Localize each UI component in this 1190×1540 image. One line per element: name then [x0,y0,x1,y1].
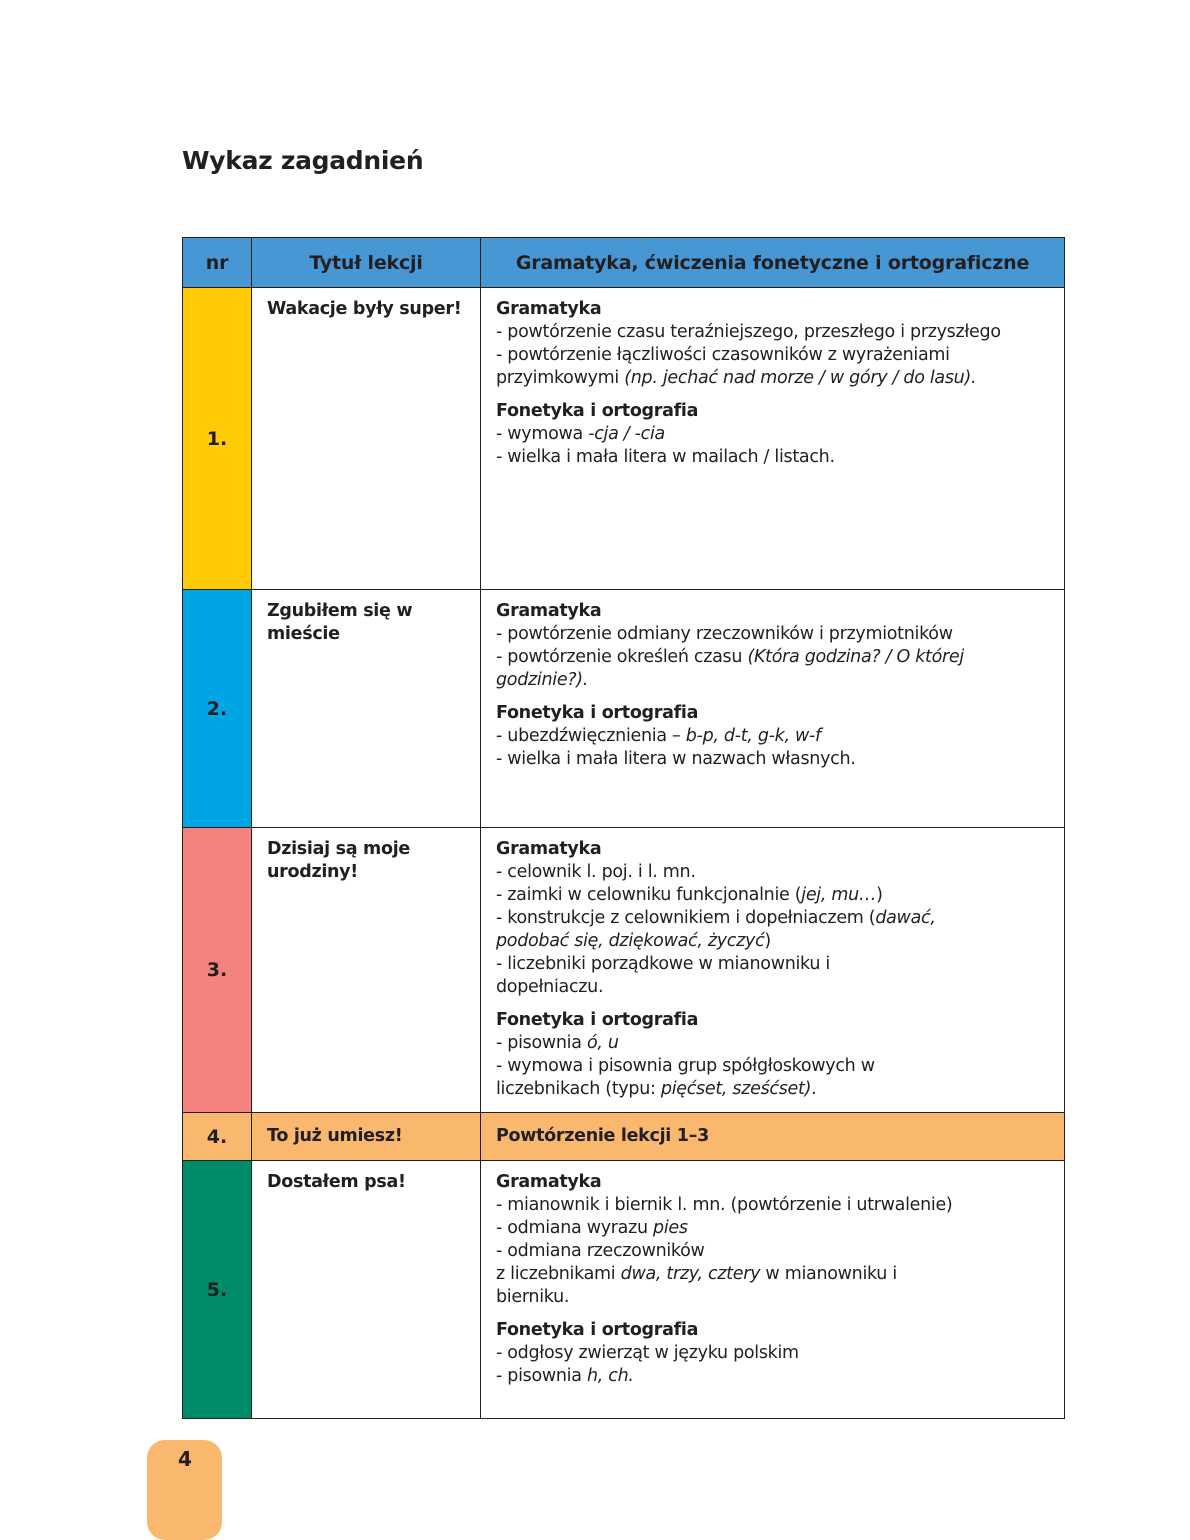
phonetics-section [496,1009,1050,1101]
phonetics-text: liczebnikach (typu: [496,1079,661,1099]
grammar-cell [481,1161,1065,1419]
phonetics-text: - wymowa [496,424,589,444]
phonetics-item [496,1365,1050,1388]
lesson-title: Dostałem psa! [252,1161,481,1419]
grammar-item: - powtórzenie czasu teraźniejszego, przeszłego i przyszłego [496,322,1001,342]
table-row [183,828,1065,1113]
grammar-text: - zaimki w celowniku funkcjonalnie ( [496,885,802,905]
grammar-section [496,838,1050,999]
grammar-section [496,1171,1050,1309]
grammar-heading: Gramatyka [496,601,602,621]
phonetics-item [496,1032,1050,1055]
phonetics-item [496,725,1050,748]
review-text: Powtórzenie lekcji 1–3 [481,1113,1065,1161]
grammar-cell [481,288,1065,590]
grammar-example: godzinie?). [496,670,589,690]
phonetics-example: pięćset, sześćset) [660,1079,812,1099]
grammar-item [496,884,1050,907]
phonetics-heading: Fonetyka i ortografia [496,401,699,421]
grammar-item [496,930,1050,953]
phonetics-heading: Fonetyka i ortografia [496,1010,699,1030]
grammar-text: - konstrukcje z celownikiem i dopełniaczem ( [496,908,876,928]
phonetics-text: - ubezdźwięcznienia – [496,726,686,746]
row-number: 2. [183,590,252,828]
grammar-item: dopełniaczu. [496,977,604,997]
grammar-item [496,1217,1050,1240]
row-number: 4. [183,1113,252,1161]
grammar-example: jej, mu… [801,885,877,905]
lesson-title-line: urodziny! [267,862,358,882]
phonetics-item: - wielka i mała litera w nazwach własnych. [496,749,856,769]
grammar-cell [481,590,1065,828]
grammar-example: pies [653,1218,688,1238]
row-number: 3. [183,828,252,1113]
phonetics-example: h, ch. [586,1366,634,1386]
lesson-title: Zgubiłem się w mieście [252,590,481,828]
phonetics-example: b-p, d-t, g-k, w-f [685,726,821,746]
grammar-example: dwa, trzy, cztery [620,1264,761,1284]
grammar-text: w mianowniku i [760,1264,897,1284]
header-lesson-title: Tytuł lekcji [252,238,481,288]
grammar-text: z liczebnikami [496,1264,621,1284]
table-row-review [183,1113,1065,1161]
grammar-item [496,1263,1050,1286]
phonetics-item: - odgłosy zwierząt w języku polskim [496,1343,799,1363]
grammar-item: - liczebniki porządkowe w mianowniku i [496,954,830,974]
phonetics-text: - pisownia [496,1033,587,1053]
grammar-item [496,367,1050,390]
grammar-item: - odmiana rzeczowników [496,1241,705,1261]
phonetics-text: - pisownia [496,1366,587,1386]
phonetics-item: - wielka i mała litera w mailach / listach. [496,447,835,467]
page-title: Wykaz zagadnień [182,146,424,175]
topics-table [182,237,1065,1419]
lesson-title: To już umiesz! [252,1113,481,1161]
grammar-heading: Gramatyka [496,1172,602,1192]
grammar-item: - mianownik i biernik l. mn. (powtórzenie i utrwalenie) [496,1195,953,1215]
page-number: 4 [178,1447,192,1471]
grammar-example: podobać się, dziękować, życzyć [496,931,765,951]
grammar-item [496,646,1050,669]
grammar-heading: Gramatyka [496,839,602,859]
phonetics-section [496,702,1050,771]
grammar-section [496,298,1050,390]
phonetics-item: - wymowa i pisownia grup spółgłoskowych w [496,1056,875,1076]
table-row [183,590,1065,828]
grammar-example: (np. jechać nad morze / w góry / do lasu). [624,368,977,388]
row-number: 5. [183,1161,252,1419]
grammar-text: ) [876,885,883,905]
grammar-section [496,600,1050,692]
grammar-item [496,907,1050,930]
lesson-title: Wakacje były super! [252,288,481,590]
phonetics-example: ó, u [586,1033,619,1053]
grammar-item: - powtórzenie odmiany rzeczowników i przymiotników [496,624,953,644]
phonetics-item [496,1078,1050,1101]
grammar-example: dawać, [875,908,936,928]
lesson-title-line: Dzisiaj są moje [267,839,410,859]
grammar-text: przyimkowymi [496,368,625,388]
phonetics-text: . [811,1079,817,1099]
grammar-example: (Która godzina? / O której [747,647,964,667]
grammar-text: - powtórzenie określeń czasu [496,647,748,667]
phonetics-example: -cja / -cia [588,424,665,444]
grammar-heading: Gramatyka [496,299,602,319]
grammar-item: - powtórzenie łączliwości czasowników z wyrażeniami [496,345,950,365]
row-number: 1. [183,288,252,590]
grammar-item: - celownik l. poj. i l. mn. [496,862,696,882]
header-nr: nr [183,238,252,288]
table-header-row [183,238,1065,288]
phonetics-section [496,400,1050,469]
phonetics-item [496,423,1050,446]
lesson-title [252,828,481,1113]
grammar-cell [481,828,1065,1113]
phonetics-heading: Fonetyka i ortografia [496,703,699,723]
table-row [183,1161,1065,1419]
phonetics-section [496,1319,1050,1388]
phonetics-heading: Fonetyka i ortografia [496,1320,699,1340]
table-row [183,288,1065,590]
grammar-item: bierniku. [496,1287,570,1307]
header-grammar: Gramatyka, ćwiczenia fonetyczne i ortograficzne [481,238,1065,288]
grammar-text: ) [764,931,771,951]
grammar-text: - odmiana wyrazu [496,1218,654,1238]
